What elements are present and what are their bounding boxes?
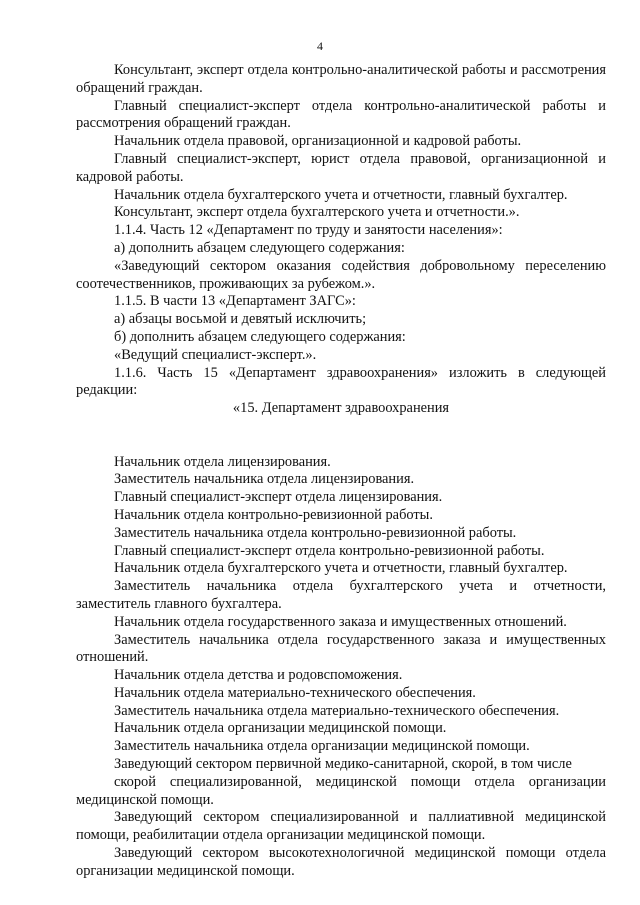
list-item: Начальник отдела бухгалтерского учета и отчетности, главный бухгалтер. xyxy=(114,560,568,577)
list-item: Заведующий сектором первичной медико-санитарной, скорой, в том числе xyxy=(114,756,572,773)
list-item: Начальник отдела контрольно-ревизионной работы. xyxy=(114,506,433,523)
paragraph: 1.1.4. Часть 12 «Департамент по труду и занятости населения»: xyxy=(114,222,503,239)
paragraph: Консультант, эксперт отдела контрольно-аналитической работы и рассмотрения обращений граждан. xyxy=(76,62,606,96)
paragraph: «Заведующий сектором оказания содействия добровольному переселению соотечественников, проживающих за рубежом.». xyxy=(76,257,606,292)
list-item: Заведующий сектором специализированной и паллиативной медицинской помощи, реабилитации отдела организации медицинской помощи. xyxy=(76,809,606,844)
list-item: Заместитель начальника отдела организации медицинской помощи. xyxy=(114,738,530,755)
list-item: Начальник отдела государственного заказа и имущественных отношений. xyxy=(114,613,567,630)
list-item: Заведующий сектором высокотехнологичной медицинской помощи отдела организации медицинской помощи. xyxy=(76,845,606,879)
paragraph: «Ведущий специалист-эксперт.». xyxy=(114,346,317,363)
paragraph: Начальник отдела бухгалтерского учета и отчетности, главный бухгалтер. xyxy=(114,186,568,203)
paragraph: 1.1.5. В части 13 «Департамент ЗАГС»: xyxy=(114,293,356,310)
top-paragraphs xyxy=(76,62,606,881)
paragraph: а) дополнить абзацем следующего содержания: xyxy=(114,239,405,256)
paragraph: а) абзацы восьмой и девятый исключить; xyxy=(114,311,367,328)
list-item: Заместитель начальника отдела лицензирования. xyxy=(114,471,415,488)
list-item: Начальник отдела материально-технического обеспечения. xyxy=(114,684,476,701)
paragraph: Главный специалист-эксперт, юрист отдела правовой, организационной и кадровой работы. xyxy=(76,150,606,185)
paragraph: б) дополнить абзацем следующего содержания: xyxy=(114,328,406,345)
list-item: Заместитель начальника отдела контрольно-ревизионной работы. xyxy=(114,524,517,541)
paragraph: 1.1.6. Часть 15 «Департамент здравоохранения» изложить в следующей редакции: xyxy=(76,364,606,399)
list-item: Главный специалист-эксперт отдела контрольно-ревизионной работы. xyxy=(114,542,545,559)
paragraph: Начальник отдела правовой, организационной и кадровой работы. xyxy=(114,133,522,150)
list-item: скорой специализированной, медицинской помощи отдела организации медицинской помощи. xyxy=(76,773,606,808)
paragraph: Консультант, эксперт отдела бухгалтерского учета и отчетности.». xyxy=(114,204,520,221)
section-heading: «15. Департамент здравоохранения xyxy=(232,400,450,417)
list-item: Начальник отдела лицензирования. xyxy=(114,453,331,470)
page-number: 4 xyxy=(317,39,323,53)
list-item: Начальник отдела детства и родовспоможения. xyxy=(114,667,403,684)
list-item: Заместитель начальника отдела материально-технического обеспечения. xyxy=(114,702,560,719)
list-item: Заместитель начальника отдела государственного заказа и имущественных отношений. xyxy=(76,631,606,666)
list-item: Начальник отдела организации медицинской помощи. xyxy=(114,720,447,737)
list-item: Заместитель начальника отдела бухгалтерского учета и отчетности, заместитель главного бухгалтера. xyxy=(76,578,606,612)
list-item: Главный специалист-эксперт отдела лицензирования. xyxy=(114,489,443,506)
paragraph: Главный специалист-эксперт отдела контрольно-аналитической работы и рассмотрения обращений граждан. xyxy=(76,97,606,132)
